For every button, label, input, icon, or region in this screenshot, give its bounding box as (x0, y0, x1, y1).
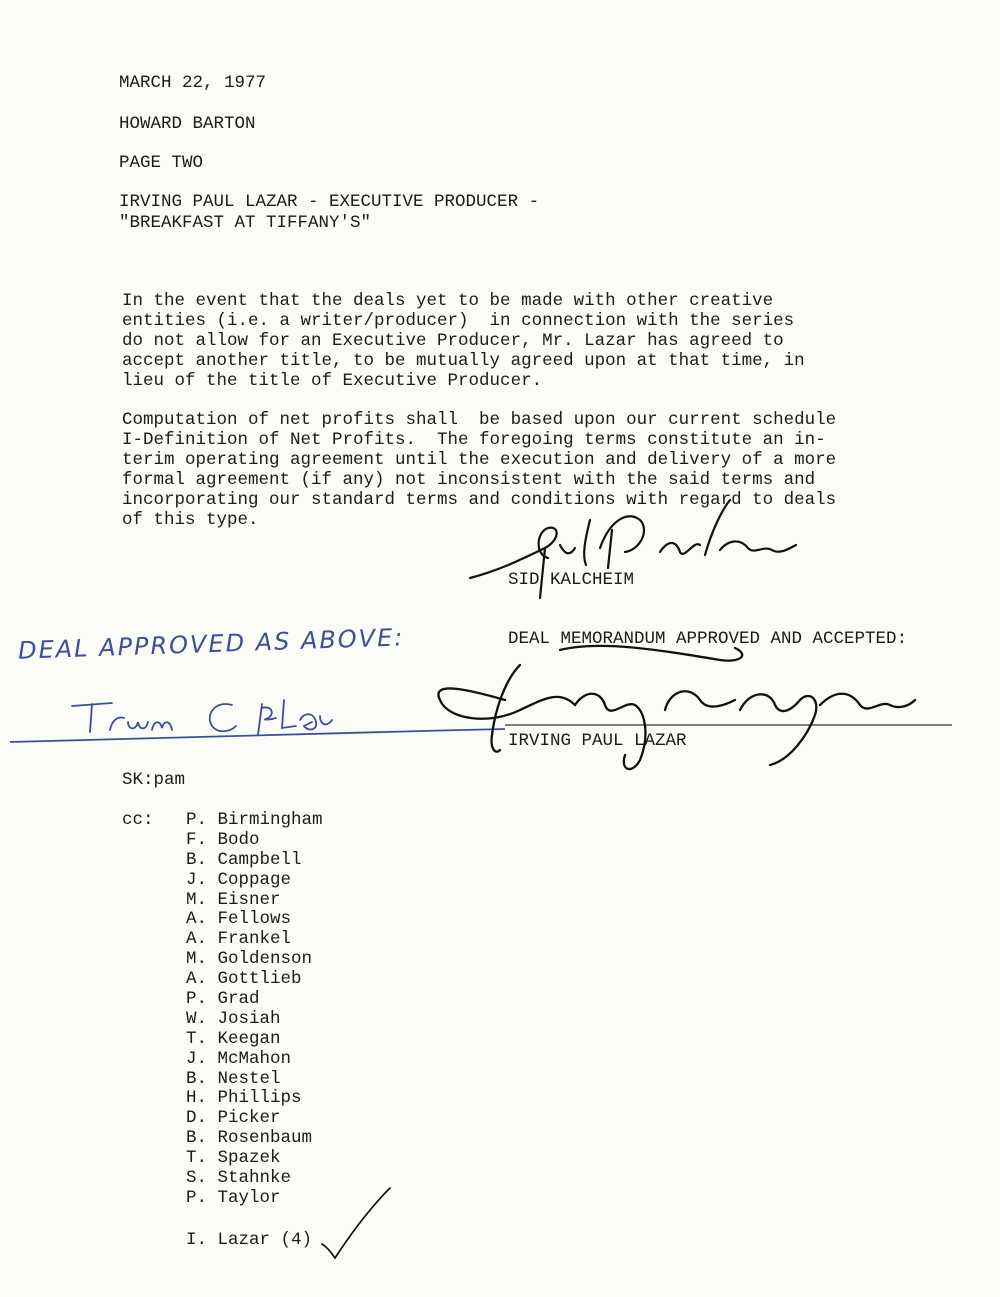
page-number-line: PAGE TWO (119, 153, 204, 173)
cc-list (186, 810, 323, 1208)
paragraph-line: of this type. (122, 510, 259, 530)
paragraph-line: lieu of the title of Executive Producer. (122, 371, 543, 391)
subject-line-2: "BREAKFAST AT TIFFANY'S" (119, 213, 372, 233)
paragraph-line: do not allow for an Executive Producer, Mr. Lazar has agreed to (122, 331, 784, 351)
cc-name: A. Gottlieb (186, 969, 302, 990)
paragraph-line: entities (i.e. a writer/producer) in connection with the series (122, 311, 795, 331)
cc-name: A. Frankel (186, 929, 292, 950)
cc-name: P. Birmingham (186, 810, 323, 830)
paragraph-line: accept another title, to be mutually agreed upon at that time, in (122, 351, 805, 371)
paragraph-line: formal agreement (if any) not inconsistent with the said terms and (122, 470, 816, 490)
cc-name: W. Josiah (186, 1008, 281, 1029)
cc-name: M. Goldenson (186, 949, 313, 970)
sender-name: SID KALCHEIM (508, 570, 635, 590)
cc-name: T. Spazek (186, 1148, 281, 1169)
check-mark (322, 1188, 390, 1258)
cc-name: B. Rosenbaum (186, 1128, 313, 1149)
cc-label: cc: (122, 810, 154, 830)
paragraph-line: Computation of net profits shall be based upon our current schedule (122, 410, 837, 430)
paragraph-line: In the event that the deals yet to be made with other creative (122, 291, 774, 311)
subject-line-1: IRVING PAUL LAZAR - EXECUTIVE PRODUCER - (119, 192, 540, 212)
cc-name: F. Bodo (186, 829, 260, 850)
cc-name: B. Campbell (186, 849, 302, 870)
paragraph-line: incorporating our standard terms and conditions with regard to deals (122, 490, 837, 510)
cc-name: P. Grad (186, 989, 260, 1010)
typist-initials: SK:pam (122, 770, 186, 790)
cc-name: H. Phillips (186, 1088, 302, 1109)
handwritten-approval-note: DEAL APPROVED AS ABOVE: (17, 623, 405, 665)
cc-name: D. Picker (186, 1108, 281, 1129)
cc-name: B. Nestel (186, 1068, 281, 1089)
cc-final-lazar: I. Lazar (4) (186, 1230, 313, 1250)
approver-name: IRVING PAUL LAZAR (508, 731, 687, 751)
cc-name: A. Fellows (186, 909, 292, 930)
cc-name: T. Keegan (186, 1028, 281, 1049)
truman-capote-signature (72, 700, 332, 735)
approval-label: DEAL MEMORANDUM APPROVED AND ACCEPTED: (508, 629, 908, 649)
date-line: MARCH 22, 1977 (119, 73, 267, 93)
cc-name: J. McMahon (186, 1048, 292, 1069)
cc-name: J. Coppage (186, 869, 292, 890)
paragraph-line: I-Definition of Net Profits. The foregoing terms constitute an in- (122, 430, 826, 450)
cc-name: S. Stahnke (186, 1168, 292, 1189)
recipient-line: HOWARD BARTON (119, 114, 256, 134)
sid-kalcheim-signature (470, 500, 796, 598)
cc-name: P. Taylor (186, 1187, 281, 1208)
cc-name: M. Eisner (186, 889, 281, 910)
paragraph-line: terim operating agreement until the execution and delivery of a more (122, 450, 837, 470)
irving-lazar-signature (438, 646, 915, 769)
